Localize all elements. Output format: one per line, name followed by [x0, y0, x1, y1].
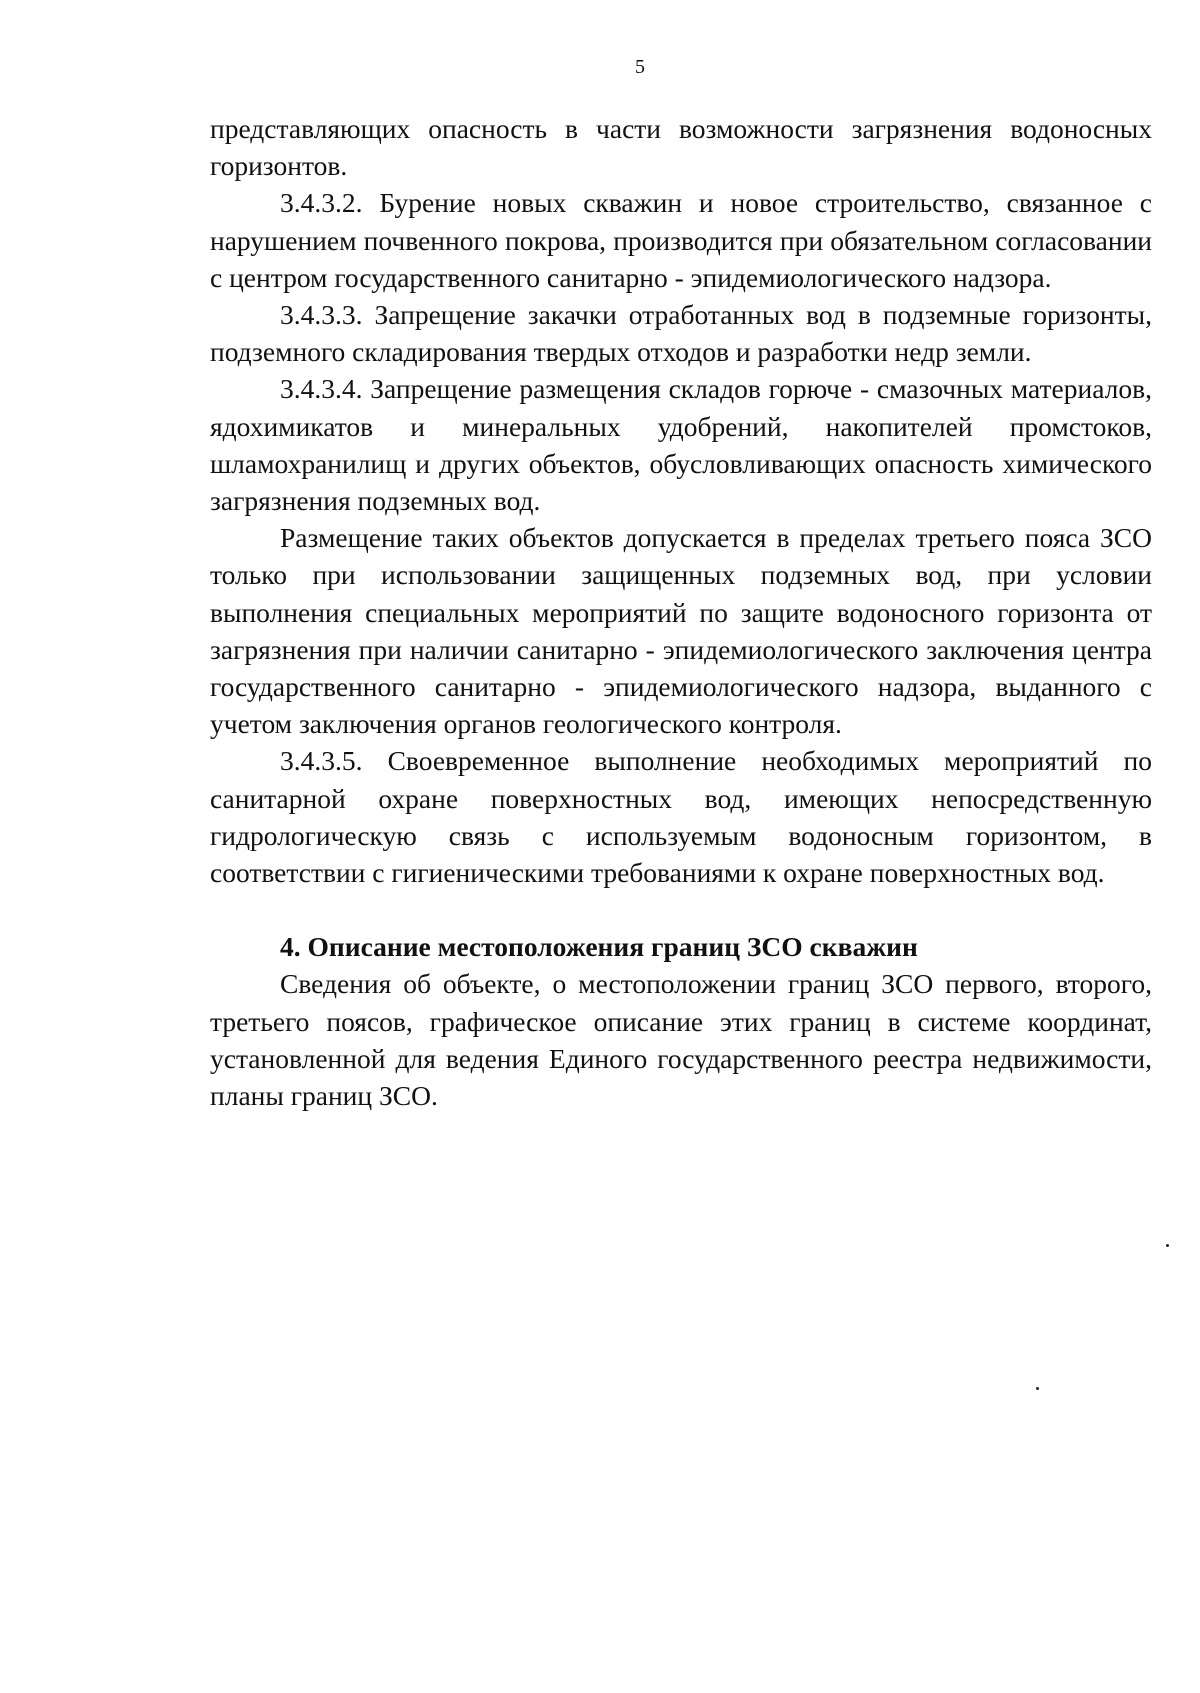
document-body — [210, 110, 1152, 1114]
paragraph-3-4-3-3: 3.4.3.3. Запрещение закачки отработанных вод в подземные горизонты, подземного складирования твердых отходов и разработки недр земли. — [210, 299, 1152, 368]
scan-speck — [1166, 1244, 1169, 1247]
paragraph-placement-conditions: Размещение таких объектов допускается в пределах третьего пояса ЗСО только при использовании защищенных подземных вод, при условии выполнения специальных мероприятий по защите водоносного горизонта от загрязнения при наличии санитарно - эпидемиологического заключения центра государственного санитарно - эпидемиологического надзора, выданного с учетом заключения органов геологического контроля. — [210, 522, 1152, 740]
scan-speck — [1036, 1387, 1039, 1390]
section-paragraph: Сведения об объекте, о местоположении границ ЗСО первого, второго, третьего поясов, графическое описание этих границ в системе координат, установленной для ведения Единого государственного реестра недвижимости, планы границ ЗСО. — [210, 968, 1152, 1112]
paragraph-3-4-3-4: 3.4.3.4. Запрещение размещения складов горюче - смазочных материалов, ядохимикатов и минеральных удобрений, накопителей промстоков, шламохранилищ и других объектов, обусловливающих опасность химического загрязнения подземных вод. — [210, 373, 1152, 517]
page-number: 5 — [635, 56, 645, 78]
section-heading: 4. Описание местоположения границ ЗСО скважин — [280, 931, 918, 963]
paragraph-continuation: представляющих опасность в части возможности загрязнения водоносных горизонтов. — [210, 113, 1152, 182]
paragraph-3-4-3-5: 3.4.3.5. Своевременное выполнение необходимых мероприятий по санитарной охране поверхностных вод, имеющих непосредственную гидрологическую связь с используемым водоносным горизонтом, в соответствии с гигиеническими требованиями к охране поверхностных вод. — [210, 745, 1152, 889]
paragraph-3-4-3-2: 3.4.3.2. Бурение новых скважин и новое строительство, связанное с нарушением почвенного покрова, производится при обязательном согласовании с центром государственного санитарно - эпидемиологического надзора. — [210, 187, 1152, 293]
